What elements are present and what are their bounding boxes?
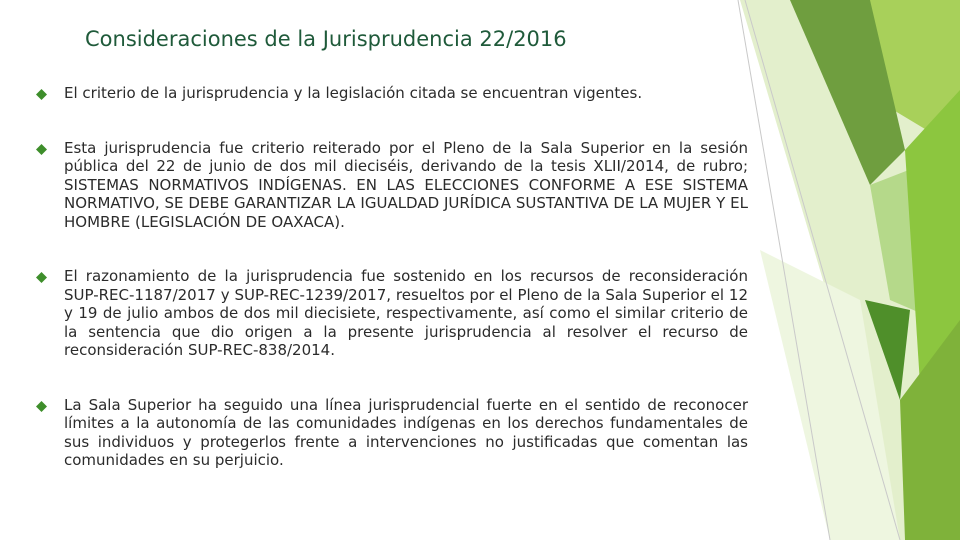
bullet-text: Esta jurisprudencia fue criterio reiterado por el Pleno de la Sala Superior en la sesión pública del 22 de junio de dos mil dieciséis, derivando de la tesis XLII/2014, de rubro; SISTEMAS NORMATIVOS INDÍGENAS. EN LAS ELECCIONES CONFORME A ESE SISTEMA NORMATIVO, SE DEBE GARANTIZAR LA IGUALDAD JURÍDICA SUSTANTIVA DE LA MUJER Y EL HOMBRE (LEGISLACIÓN DE OAXACA).: [64, 138, 748, 231]
bullet-text: El criterio de la jurisprudencia y la legislación citada se encuentran vigentes.: [64, 84, 643, 102]
bullet-item: [36, 139, 748, 232]
diamond-bullet-icon: [36, 144, 47, 155]
diamond-bullet-icon: [36, 272, 47, 283]
diamond-bullet-icon: [36, 89, 47, 100]
bullet-item: [36, 267, 748, 360]
bullet-text: La Sala Superior ha seguido una línea jurisprudencial fuerte en el sentido de reconocer límites a la autonomía de las comunidades indígenas en los derechos fundamentales de sus individuos y protegerlos frente a intervenciones no justificadas que comentan las comunidades en su perjuicio.: [64, 395, 748, 469]
bullet-text: El razonamiento de la jurisprudencia fue sostenido en los recursos de reconsideración SUP-REC-1187/2017 y SUP-REC-1239/2017, resueltos por el Pleno de la Sala Superior el 12 y 19 de julio ambos de dos mil diecisiete, respectivamente, así como el similar criterio de la sentencia que dio origen a la presente jurisprudencia al resolver el recurso de reconsideración SUP-REC-838/2014.: [64, 267, 748, 359]
slide-title: Consideraciones de la Jurisprudencia 22/2016: [85, 27, 567, 51]
diamond-bullet-icon: [36, 401, 47, 412]
bullet-list: [36, 84, 748, 470]
bullet-item: [36, 396, 748, 470]
bullet-item: [36, 84, 748, 103]
